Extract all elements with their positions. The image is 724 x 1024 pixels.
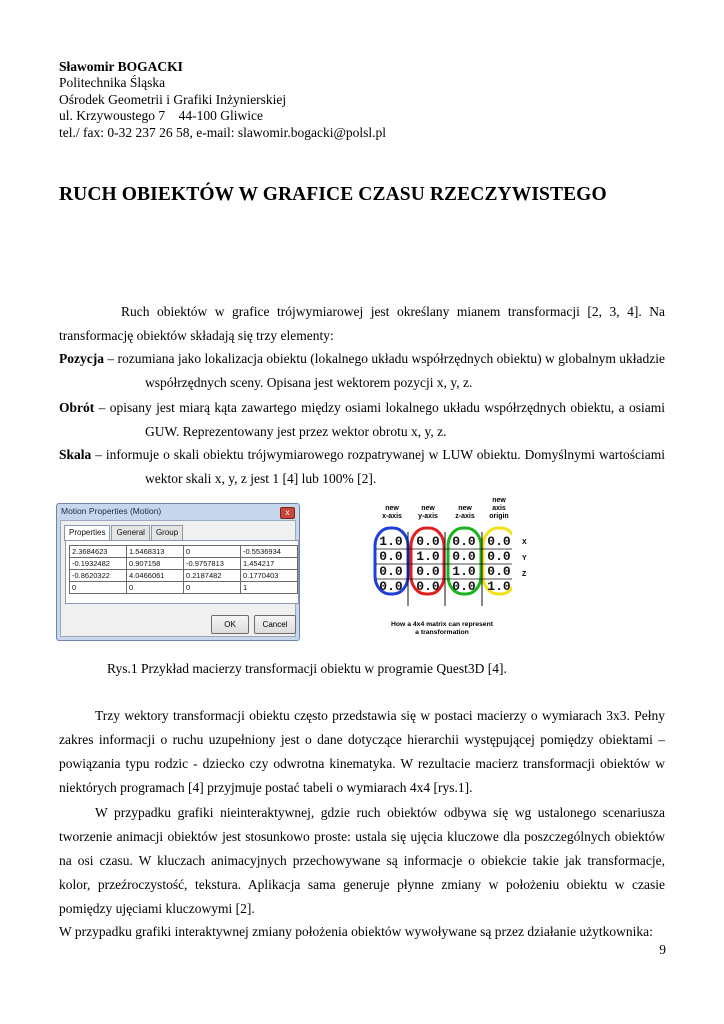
matrix-value: 1.0 [379,534,403,549]
tab-group[interactable]: Group [151,525,183,540]
definition-term: Skala [59,447,92,462]
matrix-cell[interactable]: 0 [127,582,184,594]
matrix-cell[interactable]: 0 [70,582,127,594]
matrix-value: 1.0 [487,579,511,594]
author-affiliation [59,59,386,141]
affiliation-line: ul. Krzywoustego 7 44-100 Gliwice [59,108,263,124]
definition-text: – opisany jest miarą kąta zawartego między osiami lokalnego układu współrzędnych obiektu, a osiami GUW. Reprezentowany jest przez wektor obrotu x, y, z. [94,400,665,439]
matrix-value: 0.0 [416,564,440,579]
affiliation-line: Politechnika Śląska [59,75,166,91]
matrix-value: 0.0 [487,549,511,564]
matrix-cell[interactable]: 0.1770403 [241,570,298,582]
matrix-cell[interactable]: 1.5468313 [127,546,184,558]
matrix-value: 0.0 [452,534,476,549]
matrix-illustration [372,496,527,642]
matrix-value: 0.0 [416,534,440,549]
matrix-cell[interactable]: 1.454217 [241,558,298,570]
paper-title: RUCH OBIEKTÓW W GRAFICE CZASU RZECZYWISTEGO [59,184,607,205]
intro-paragraph: Ruch obiektów w grafice trójwymiarowej jest określany mianem transformacji [2, 3, 4]. Na transformację obiektów składają się trzy elementy: [59,304,665,343]
table-row [70,546,298,558]
matrix-cell[interactable]: 2.3684623 [70,546,127,558]
dialog-tabs [64,525,184,540]
body-paragraph: W przypadku grafiki nieinteraktywnej, gdzie ruch obiektów odbywa się wg ustalonego scenariusza tworzenie animacji obiektów jest stosunkowo proste: ustala się ujęcia kluczowe dla poszczególnych obiektów na osi czasu. W kluczach animacyjnych przechowywane są informacje o obiekcie takie jak transformacje, kolor, przeźroczystość, tekstura. Aplikacja sama generuje płynne zmiany w położeniu obiektu w czasie pomiędzy ujęciami kluczowymi [2]. [59,805,665,916]
ok-button[interactable]: OK [211,615,249,634]
axis-label-x: X [522,539,527,546]
matrix-value: 1.0 [452,564,476,579]
header-y-axis: new y-axis [418,505,438,520]
matrix-value: 0.0 [379,564,403,579]
definition-term: Obrót [59,400,95,415]
matrix-value: 1.0 [416,549,440,564]
matrix-grid [69,545,298,594]
matrix-caption: How a 4x4 matrix can represent a transformation [391,621,493,636]
dialog-title: Motion Properties (Motion) [61,506,162,516]
definition-text: – informuje o skali obiektu trójwymiarowego rozpatrywanej w LUW obiektu. Domyślnymi wartościami wektor skali x, y, z jest 1 [4] lub 100% [2]. [91,447,665,486]
matrix-cell[interactable]: 0.907158 [127,558,184,570]
affiliation-line: Ośrodek Geometrii i Grafiki Inżynierskiej [59,91,287,107]
tab-properties[interactable]: Properties [64,525,110,541]
matrix-value: 0.0 [416,579,440,594]
page-number: 9 [659,942,666,957]
matrix-value: 0.0 [487,534,511,549]
figure-caption: Rys.1 Przykład macierzy transformacji obiektu w programie Quest3D [4]. [107,661,507,676]
matrix-grid-box [65,540,299,604]
matrix-cell[interactable]: 4.0466061 [127,570,184,582]
matrix-value: 0.0 [452,579,476,594]
matrix-value: 0.0 [379,549,403,564]
matrix-cell[interactable]: 0 [184,546,241,558]
tab-general[interactable]: General [111,525,149,540]
matrix-value: 0.0 [487,564,511,579]
matrix-cell[interactable]: 0.2187482 [184,570,241,582]
matrix-cell[interactable]: 1 [241,582,298,594]
motion-properties-dialog [56,503,300,641]
affiliation-line: tel./ fax: 0-32 237 26 58, e-mail: slawomir.bogacki@polsl.pl [59,124,387,140]
header-z-axis: new z-axis [455,505,475,520]
matrix-cell[interactable]: -0.8620322 [70,570,127,582]
axis-label-z: Z [522,571,527,578]
definition-position [59,347,665,395]
matrix-value: 0.0 [379,579,403,594]
definition-scale [59,443,665,491]
author-name: Sławomir BOGACKI [59,59,183,74]
definition-term: Pozycja [59,351,104,366]
dialog-panel [60,520,296,637]
close-icon[interactable]: x [280,507,295,519]
header-origin: new axis origin [489,497,509,520]
body-paragraph-last: W przypadku grafiki interaktywnej zmiany położenia obiektów wywoływane są przez działanie użytkownika: [59,924,653,939]
axis-label-y: Y [522,555,527,562]
definition-text: – rozumiana jako lokalizacja obiektu (lokalnego układu współrzędnych obiektu) w globalnym układzie współrzędnych sceny. Opisana jest wektorem pozycji x, y, z. [103,351,665,390]
header-x-axis: new x-axis [382,505,402,520]
cancel-button[interactable]: Cancel [254,615,296,634]
definition-rotation [59,396,665,444]
matrix-cell[interactable]: 0 [184,582,241,594]
table-row [70,582,298,594]
matrix-cell[interactable]: -0.5536934 [241,546,298,558]
table-row [70,570,298,582]
matrix-value: 0.0 [452,549,476,564]
matrix-cell[interactable]: -0.1932482 [70,558,127,570]
matrix-cell[interactable]: -0.9757813 [184,558,241,570]
table-row [70,558,298,570]
body-paragraph: Trzy wektory transformacji obiektu często przedstawia się w postaci macierzy o wymiarach 3x3. Pełny zakres informacji o ruchu uzupełniony jest o dane dotyczące hierarchii występującej pomiędzy obiektami – powiązania typu rodzic - dziecko czy odwrotna kinematyka. W rezultacie macierz transformacji obiektów w niektórych programach [4] przyjmuje postać tabeli o wymiarach 4x4 [rys.1]. [59,708,665,795]
